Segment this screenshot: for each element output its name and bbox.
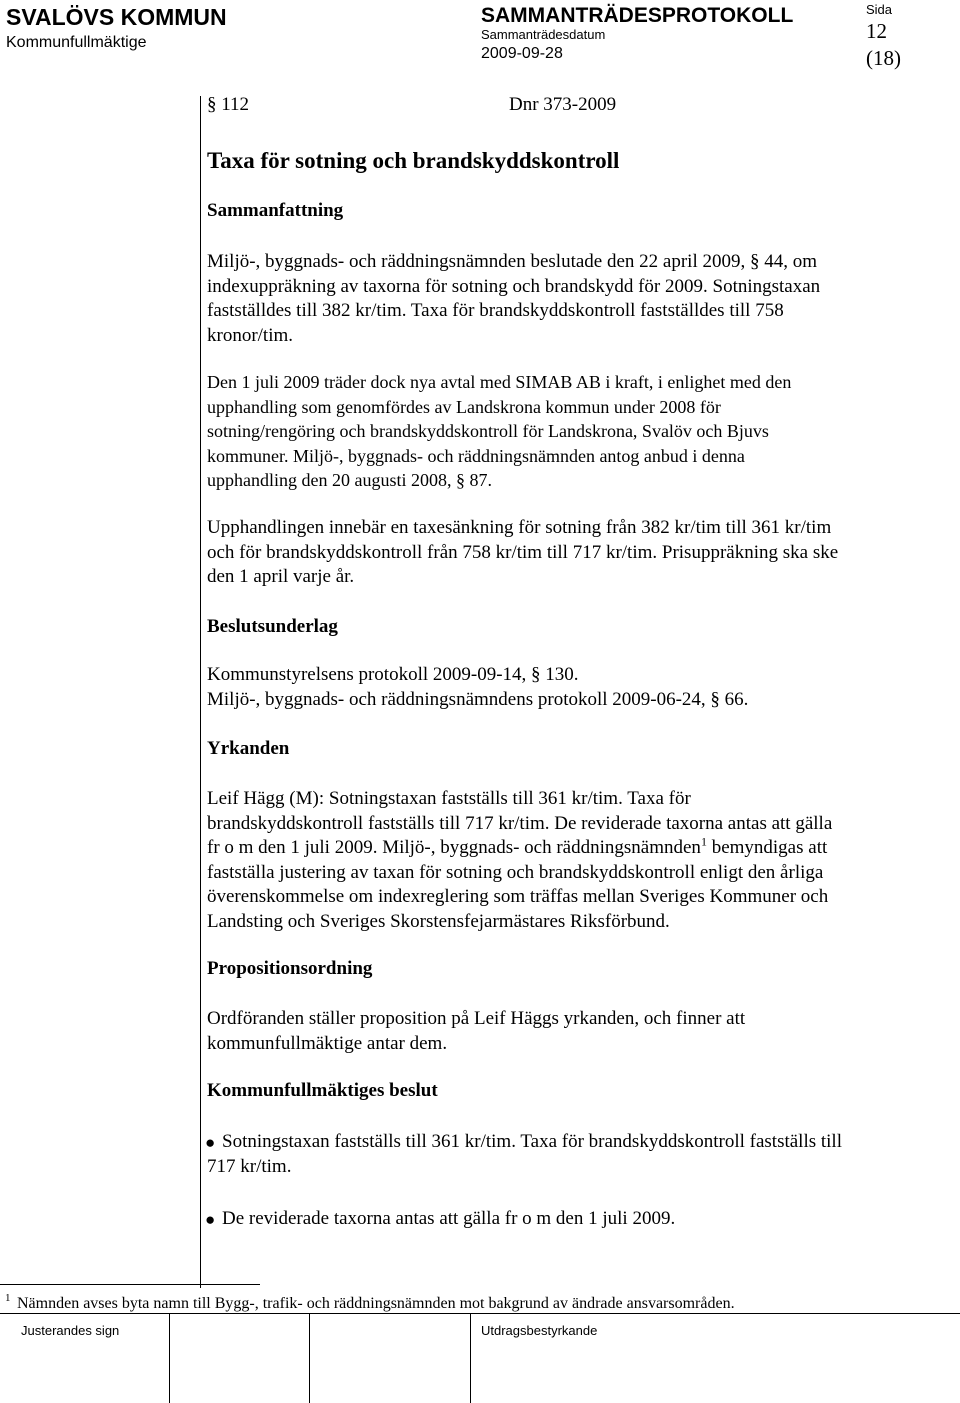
- item-title: Taxa för sotning och brandskyddskontroll: [207, 148, 620, 173]
- summary-p2-line: kommuner. Miljö-, byggnads- och räddningsnämnden antog anbud i denna: [207, 445, 745, 466]
- proposition-line: Ordföranden ställer proposition på Leif Häggs yrkanden, och finner att: [207, 1008, 746, 1029]
- meeting-date-label: Sammanträdesdatum: [481, 27, 606, 42]
- extract-certification-label: Utdragsbestyrkande: [481, 1323, 598, 1338]
- motions-line: Leif Hägg (M): Sotningstaxan fastställs till 361 kr/tim. Taxa för: [207, 788, 691, 809]
- decision-item-1-line: Sotningstaxan fastställs till 361 kr/tim. Taxa för brandskyddskontroll fastställs till: [222, 1131, 842, 1152]
- page-label: Sida: [866, 2, 893, 17]
- summary-p3-line: och för brandskyddskontroll från 758 kr/tim till 717 kr/tim. Prisuppräkning ska ske: [207, 541, 839, 563]
- summary-p1-line: Miljö-, byggnads- och räddningsnämnden beslutade den 22 april 2009, § 44, om: [207, 251, 818, 272]
- decision-item-1-line: 717 kr/tim.: [207, 1155, 292, 1177]
- left-margin-rule: [200, 96, 201, 1288]
- motions-paragraph: [207, 787, 947, 934]
- summary-p2-line: Den 1 juli 2009 träder dock nya avtal med SIMAB AB i kraft, i enlighet med den: [207, 372, 792, 392]
- page-total: (18): [866, 46, 901, 70]
- motions-line: brandskyddskontroll fastställs till 717 kr/tim. De reviderade taxorna antas att gälla: [207, 812, 833, 834]
- summary-p2-line: sotning/rengöring och brandskyddskontroll för Landskrona, Svalöv och Bjuvs: [207, 421, 769, 441]
- summary-p1-line: fastställdes till 382 kr/tim. Taxa för brandskyddskontroll fastställdes till 758: [207, 300, 784, 321]
- motions-line: [207, 836, 947, 861]
- bullet-icon: ●: [205, 1133, 216, 1152]
- summary-heading: Sammanfattning: [207, 200, 344, 221]
- summary-paragraph-3: [207, 516, 947, 590]
- summary-p2-line: upphandling som genomfördes av Landskrona kommun under 2008 för: [207, 396, 721, 417]
- footer-rule: [0, 1313, 960, 1314]
- proposition-line: kommunfullmäktige antar dem.: [207, 1032, 448, 1054]
- decision-heading: Kommunfullmäktiges beslut: [207, 1080, 438, 1101]
- footnote-mark: 1: [5, 1292, 11, 1304]
- proposition-heading: Propositionsordning: [207, 958, 373, 979]
- basis-line: Kommunstyrelsens protokoll 2009-09-14, § 130.: [207, 664, 579, 685]
- footer-divider-1: [169, 1313, 170, 1403]
- motions-line-3-tail: bemyndigas att: [706, 837, 828, 858]
- footnote-text: Nämnden avses byta namn till Bygg-, trafik- och räddningsnämnden mot bakgrund av ändrade ansvarsområden.: [17, 1295, 735, 1312]
- decision-item-1: [207, 1130, 942, 1179]
- proposition-paragraph: [207, 1007, 947, 1056]
- organization-name: SVALÖVS KOMMUN: [6, 4, 227, 30]
- motions-line: överenskommelse om indexreglering som träffas mellan Sveriges Kommuner och: [207, 886, 829, 907]
- document-title: SAMMANTRÄDESPROTOKOLL: [481, 4, 794, 27]
- summary-p3-line: Upphandlingen innebär en taxesänkning för sotning från 382 kr/tim till 361 kr/tim: [207, 517, 832, 538]
- summary-paragraph-1: [207, 250, 947, 348]
- motions-line: fastställa justering av taxan för sotning och brandskyddskontroll enligt den årliga: [207, 861, 824, 883]
- footnote-separator: [0, 1284, 260, 1285]
- summary-paragraph-2: [207, 370, 947, 493]
- motions-line: Landsting och Sveriges Skorstensfejarmästares Riksförbund.: [207, 910, 670, 932]
- footer-divider-2: [309, 1313, 310, 1403]
- summary-p3-line: den 1 april varje år.: [207, 566, 355, 587]
- motions-heading: Yrkanden: [207, 738, 290, 759]
- decision-item-2-line: De reviderade taxorna antas att gälla fr o m den 1 juli 2009.: [222, 1208, 676, 1229]
- summary-p2-line: upphandling den 20 augusti 2008, § 87.: [207, 470, 492, 490]
- signature-label: Justerandes sign: [21, 1323, 120, 1338]
- assembly-name: Kommunfullmäktige: [6, 34, 147, 51]
- decision-item-2: [222, 1207, 942, 1232]
- summary-p1-line: indexuppräkning av taxorna för sotning och brandskydd för 2009. Sotningstaxan: [207, 275, 821, 297]
- paragraph-number: § 112: [207, 94, 250, 115]
- basis-line: Miljö-, byggnads- och räddningsnämndens protokoll 2009-06-24, § 66.: [207, 688, 749, 710]
- summary-p1-line: kronor/tim.: [207, 324, 294, 346]
- meeting-date: 2009-09-28: [481, 45, 563, 62]
- basis-list: [207, 663, 947, 712]
- case-number: Dnr 373-2009: [509, 94, 617, 115]
- footnote-reference: 1: [700, 834, 707, 849]
- footer-divider-3: [470, 1313, 471, 1403]
- motions-line-3-text: fr o m den 1 juli 2009. Miljö-, byggnads- och räddningsnämnden: [207, 837, 701, 858]
- bullet-icon: ●: [205, 1210, 216, 1229]
- basis-heading: Beslutsunderlag: [207, 616, 338, 637]
- page-number: 12: [866, 19, 887, 43]
